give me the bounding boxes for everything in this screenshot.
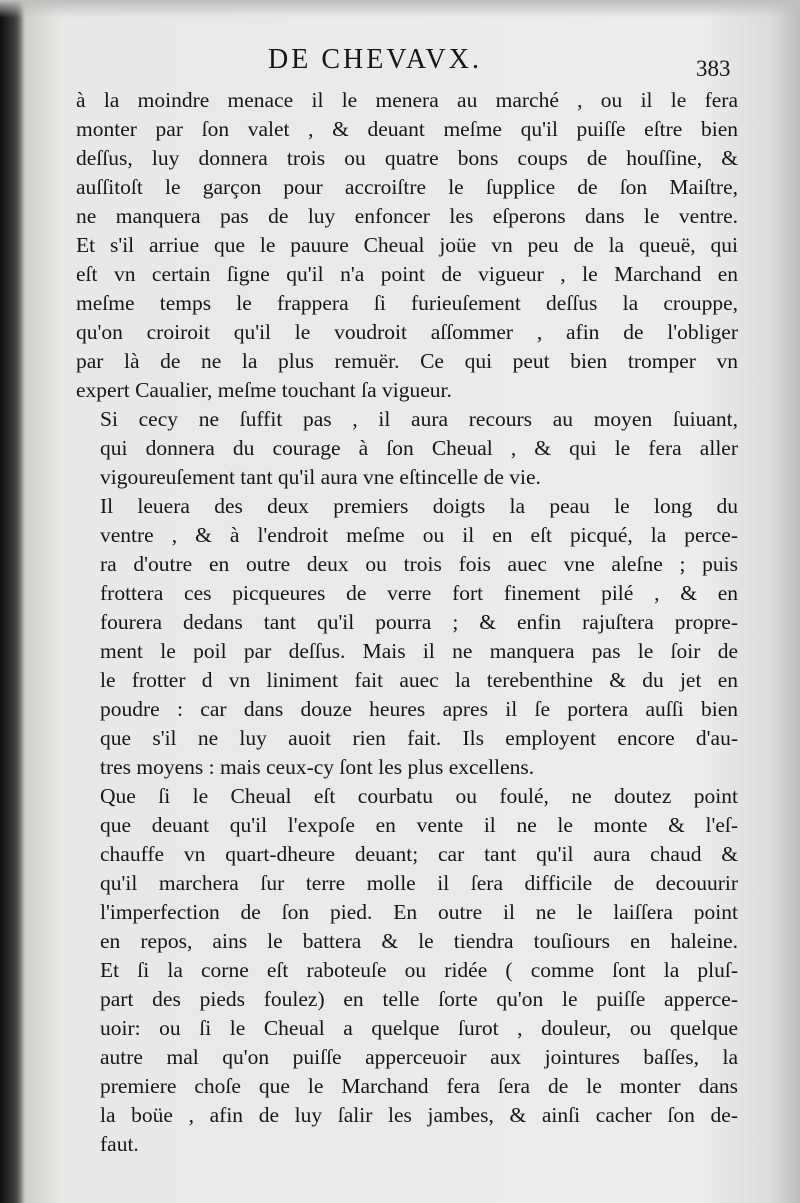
text-line: ra d'outre en outre deux ou trois fois auec vne aleſne ; puis	[100, 552, 738, 576]
text-line: qu'il marchera ſur terre molle il ſera difficile de decouurir	[100, 871, 738, 895]
paragraph	[76, 782, 738, 1159]
text-line: Il leuera des deux premiers doigts la peau le long du	[100, 494, 738, 518]
text-line: Si cecy ne ſuffit pas , il aura recours au moyen ſuiuant,	[100, 407, 738, 431]
gutter-shadow	[0, 0, 24, 1203]
text-line: qu'on croiroit qu'il le voudroit aſſommer , afin de l'obliger	[76, 320, 738, 344]
paragraph	[76, 86, 738, 405]
page-number: 383	[696, 56, 731, 81]
paragraph	[76, 405, 738, 492]
text-line: Et s'il arriue que le pauure Cheual joüe vn peu de la queuë, qui	[76, 233, 738, 257]
text-line: à la moindre menace il le menera au marché , ou il le fera	[76, 88, 738, 112]
text-line: eſt vn certain ſigne qu'il n'a point de vigueur , le Marchand en	[76, 262, 738, 286]
text-line: uoir: ou ſi le Cheual a quelque ſurot , douleur, ou quelque	[100, 1016, 738, 1040]
running-head: DE CHEVAVX.	[268, 44, 482, 75]
text-line: deſſus, luy donnera trois ou quatre bons coups de houſſine, &	[76, 146, 738, 170]
text-line: vigoureuſement tant qu'il aura vne eſtincelle de vie.	[100, 465, 541, 489]
text-line: Que ſi le Cheual eſt courbatu ou foulé, ne doutez point	[100, 784, 738, 808]
text-line: l'imperfection de ſon pied. En outre il ne le laiſſera point	[100, 900, 738, 924]
text-line: meſme temps le frappera ſi furieuſement deſſus la crouppe,	[76, 291, 738, 315]
text-line: ment le poil par deſſus. Mais il ne manquera pas le ſoir de	[100, 639, 738, 663]
text-line: ne manquera pas de luy enfoncer les eſperons dans le ventre.	[76, 204, 738, 228]
text-line: chauffe vn quart-dheure deuant; car tant qu'il aura chaud &	[100, 842, 738, 866]
text-line: la boüe , afin de luy ſalir les jambes, & ainſi cacher ſon de-	[100, 1103, 738, 1127]
text-line: que deuant qu'il l'expoſe en vente il ne le monte & l'eſ-	[100, 813, 738, 837]
body-text	[76, 86, 738, 1159]
page-top-edge	[0, 0, 800, 18]
text-line: tres moyens : mais ceux-cy ſont les plus excellens.	[100, 755, 535, 779]
text-line: faut.	[100, 1132, 139, 1156]
text-line: monter par ſon valet , & deuant meſme qu'il puiſſe eſtre bien	[76, 117, 738, 141]
paragraph	[76, 492, 738, 782]
text-line: que s'il ne luy auoit rien fait. Ils employent encore d'au-	[100, 726, 738, 750]
text-line: autre mal qu'on puiſſe apperceuoir aux jointures baſſes, la	[100, 1045, 738, 1069]
text-line: Et ſi la corne eſt raboteuſe ou ridée ( comme ſont la pluſ-	[100, 958, 738, 982]
text-line: par là de ne la plus remuër. Ce qui peut bien tromper vn	[76, 349, 738, 373]
text-line: poudre : car dans douze heures apres il ſe portera auſſi bien	[100, 697, 738, 721]
text-line: en repos, ains le battera & le tiendra touſiours en haleine.	[100, 929, 738, 953]
text-line: auſſitoſt le garçon pour accroiſtre le ſupplice de ſon Maiſtre,	[76, 175, 738, 199]
text-line: part des pieds foulez) en telle ſorte qu'on le puiſſe apperce-	[100, 987, 738, 1011]
text-line: fourera dedans tant qu'il pourra ; & enfin rajuſtera propre-	[100, 610, 738, 634]
text-line: expert Caualier, meſme touchant ſa vigueur.	[76, 378, 452, 402]
text-line: le frotter d vn liniment fait auec la terebenthine & du jet en	[100, 668, 738, 692]
text-line: frottera ces picqueures de verre fort finement pilé , & en	[100, 581, 738, 605]
text-line: premiere choſe que le Marchand fera ſera de le monter dans	[100, 1074, 738, 1098]
text-line: ventre , & à l'endroit meſme ou il en eſt picqué, la perce-	[100, 523, 738, 547]
text-line: qui donnera du courage à ſon Cheual , & qui le fera aller	[100, 436, 738, 460]
